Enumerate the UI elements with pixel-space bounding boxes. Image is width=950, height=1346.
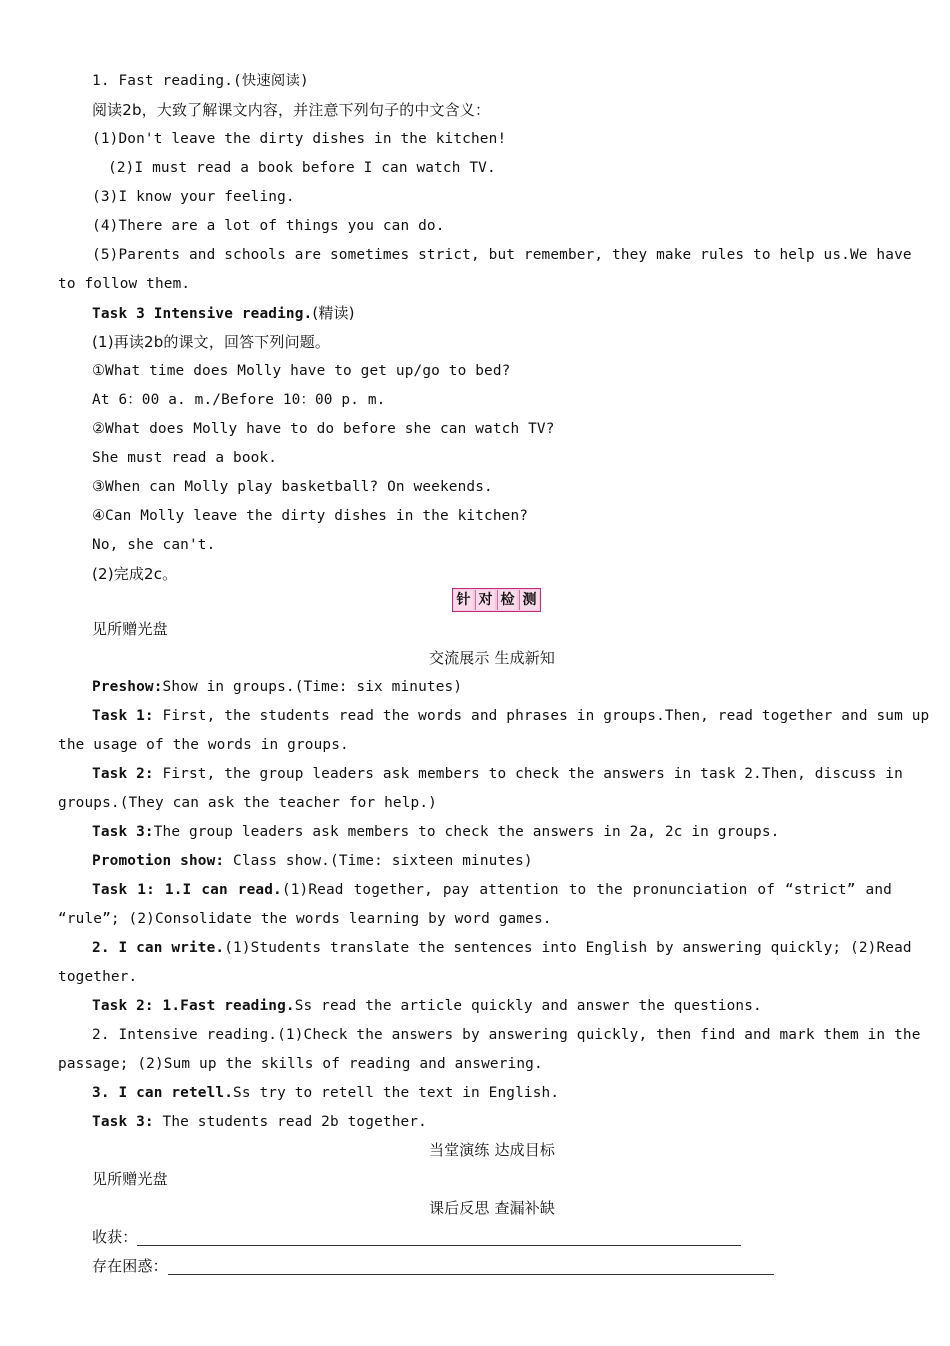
promo-write-text: (1)Students translate the sentences into English by answering quickly; (2)Read <box>224 940 912 956</box>
promo-write-label: 2. I can write. <box>92 940 225 956</box>
preshow-text: Show in groups.(Time: six minutes) <box>162 679 463 695</box>
sentence-2: (2)I must read a book before I can watch TV. <box>108 160 496 176</box>
promo-task1 <box>58 876 892 905</box>
task3-complete-2c: (2)完成2c。 <box>92 565 178 583</box>
question-4: ④Can Molly leave the dirty dishes in the kitchen? <box>92 508 529 524</box>
promo-task3-label: Task 3: <box>92 1114 154 1130</box>
preshow-task1 <box>58 702 930 731</box>
preshow-task3-text: The group leaders ask members to check the answers in 2a, 2c in groups. <box>153 824 780 840</box>
preshow-task1-label: Task 1: <box>92 708 154 724</box>
fast-reading-instruction: 阅读2b，大致了解课文内容，并注意下列句子的中文含义： <box>92 101 491 119</box>
promo-retell-text: Ss try to retell the text in English. <box>233 1085 560 1101</box>
promotion-label: Promotion show: <box>92 853 225 869</box>
badge-char: 检 <box>497 590 517 610</box>
badge-char: 针 <box>454 590 473 610</box>
promo-intensive: 2. Intensive reading.(1)Check the answers by answering quickly, then find and mark them in the <box>92 1027 921 1043</box>
promo-write <box>58 934 912 963</box>
section-heading-exchange: 交流展示 生成新知 <box>428 649 556 667</box>
section-heading-practice: 当堂演练 达成目标 <box>428 1141 556 1159</box>
question-2: ②What does Molly have to do before she can watch TV? <box>92 421 555 437</box>
answer-1: At 6：00 a. m./Before 10：00 p. m. <box>92 392 386 408</box>
confusion-blank <box>168 1256 774 1275</box>
promo-retell <box>58 1079 892 1108</box>
preshow-task2 <box>58 760 903 789</box>
fast-reading-heading: 1. Fast reading.(快速阅读) <box>92 73 309 89</box>
promotion-text: Class show.(Time: sixteen minutes) <box>233 853 533 869</box>
badge-char: 测 <box>519 590 539 610</box>
promo-task3 <box>58 1108 892 1137</box>
preshow-task2-label: Task 2: <box>92 766 154 782</box>
see-disc-note-2: 见所赠光盘 <box>92 1170 168 1188</box>
confusion-label: 存在困惑： <box>92 1257 168 1275</box>
promo-write-cont: together. <box>58 969 138 985</box>
answer-4: No, she can't. <box>92 537 216 553</box>
promo-retell-label: 3. I can retell. <box>92 1085 234 1101</box>
sentence-5-line-1: (5)Parents and schools are sometimes strict, but remember, they make rules to help us.We have <box>92 247 912 263</box>
preshow-task3-label: Task 3: <box>92 824 154 840</box>
promo-task2-label: Task 2: 1.Fast reading. <box>92 998 295 1014</box>
answer-2: She must read a book. <box>92 450 278 466</box>
gain-line <box>58 1223 892 1252</box>
promo-task2 <box>58 992 892 1021</box>
task3-heading-bold: Task 3 Intensive reading. <box>92 306 313 322</box>
promotion-line <box>58 847 892 876</box>
see-disc-note-1: 见所赠光盘 <box>92 620 168 638</box>
sentence-3: (3)I know your feeling. <box>92 189 295 205</box>
sentence-5-line-2: to follow them. <box>58 276 191 292</box>
sentence-1: (1)Don't leave the dirty dishes in the kitchen! <box>92 131 507 147</box>
gain-blank <box>137 1227 741 1246</box>
preshow-label: Preshow: <box>92 679 163 695</box>
preshow-task1-cont: the usage of the words in groups. <box>58 737 349 753</box>
confusion-line <box>58 1252 892 1281</box>
promo-task1-label: Task 1: 1.I can read. <box>92 882 282 898</box>
promo-task1-cont: “rule”; (2)Consolidate the words learning by word games. <box>58 911 552 927</box>
preshow-task2-text: First, the group leaders ask members to check the answers in task 2.Then, discuss in <box>162 766 903 782</box>
gain-label: 收获： <box>92 1228 138 1246</box>
task3-heading-note: (精读) <box>312 304 355 322</box>
badge-char: 对 <box>475 590 495 610</box>
promo-intensive-cont: passage; (2)Sum up the skills of reading and answering. <box>58 1056 543 1072</box>
preshow-line <box>58 673 892 702</box>
question-3: ③When can Molly play basketball? On weekends. <box>92 479 493 495</box>
promo-task1-text: (1)Read together, pay attention to the pronunciation of “strict” and <box>281 882 892 898</box>
preshow-task1-text: First, the students read the words and phrases in groups.Then, read together and sum up <box>162 708 930 724</box>
section-heading-reflection: 课后反思 查漏补缺 <box>428 1199 556 1217</box>
preshow-task3 <box>58 818 892 847</box>
task3-heading <box>58 299 892 328</box>
question-1: ①What time does Molly have to get up/go to bed? <box>92 363 511 379</box>
promo-task2-text: Ss read the article quickly and answer the questions. <box>294 998 762 1014</box>
promo-task3-text: The students read 2b together. <box>162 1114 427 1130</box>
section-badge <box>452 588 541 612</box>
task3-instruction: (1)再读2b的课文，回答下列问题。 <box>92 333 331 351</box>
preshow-task2-cont: groups.(They can ask the teacher for help.) <box>58 795 437 811</box>
sentence-4: (4)There are a lot of things you can do. <box>92 218 445 234</box>
